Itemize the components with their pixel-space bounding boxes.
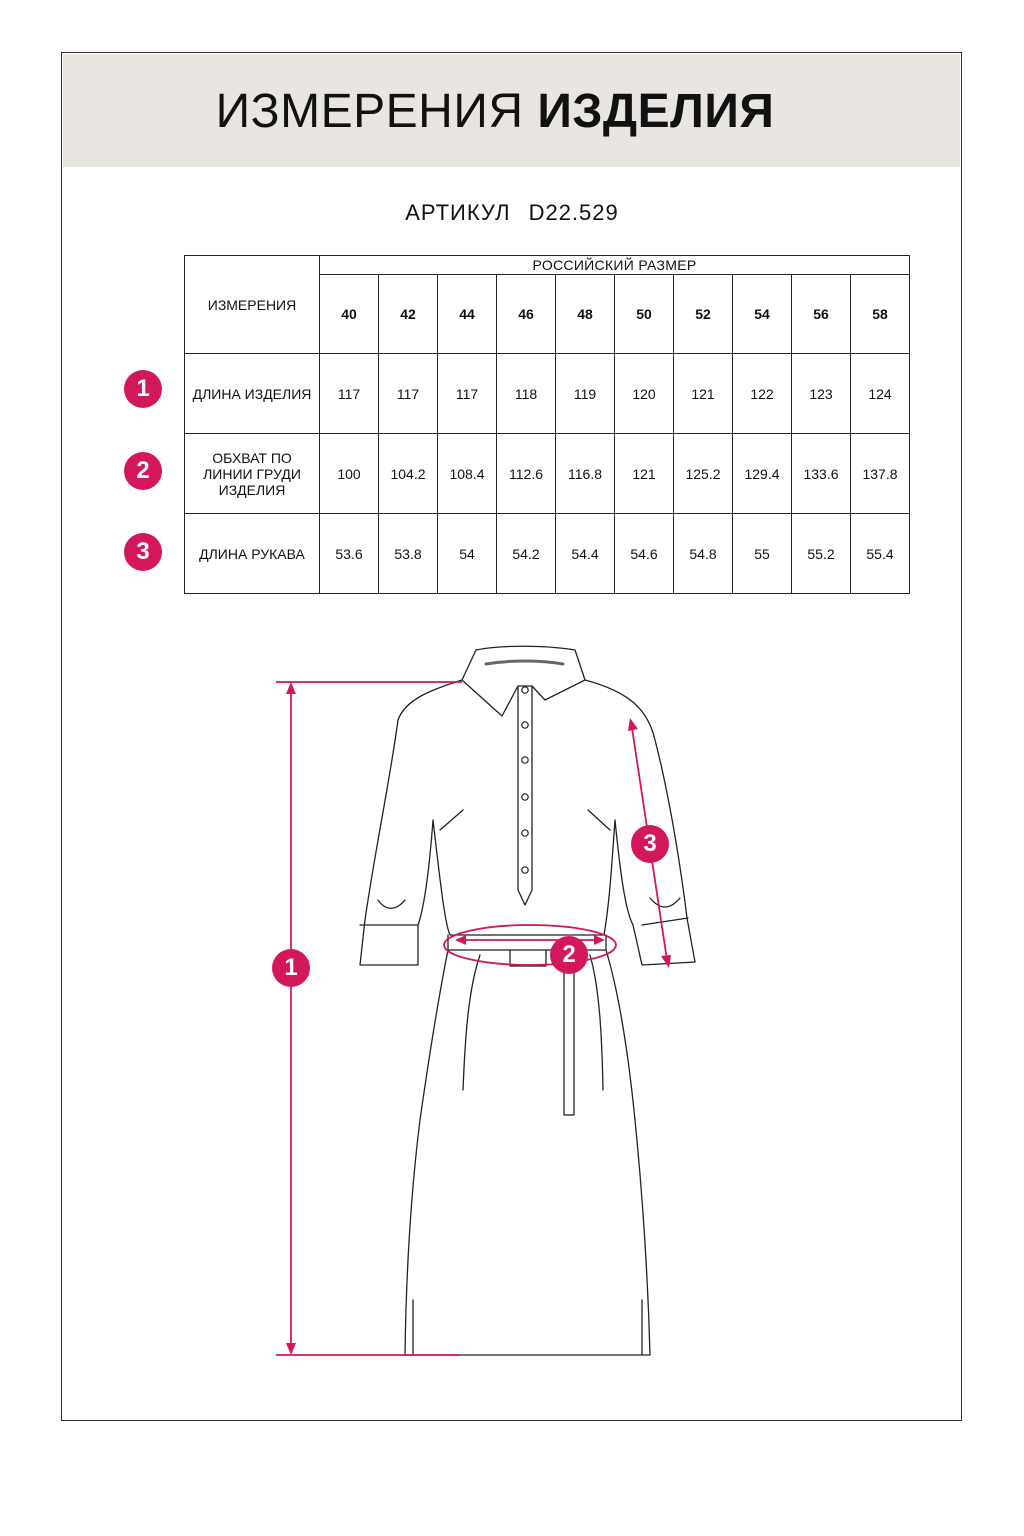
row-label: ДЛИНА РУКАВА [185, 514, 320, 594]
value-cell: 119 [556, 354, 615, 434]
cuff-lines [360, 918, 688, 925]
value-cell: 112.6 [497, 434, 556, 514]
value-cell: 104.2 [379, 434, 438, 514]
size-cell: 48 [556, 275, 615, 354]
value-cell: 120 [615, 354, 674, 434]
collar-stand [486, 661, 563, 664]
value-cell: 129.4 [733, 434, 792, 514]
value-cell: 117 [379, 354, 438, 434]
value-cell: 122 [733, 354, 792, 434]
measure-line-length [276, 682, 462, 1355]
arrow-head-left [455, 935, 466, 945]
row-marker-2: 2 [124, 452, 162, 490]
title-light: ИЗМЕРЕНИЯ [215, 85, 524, 138]
value-cell: 124 [851, 354, 910, 434]
value-cell: 133.6 [792, 434, 851, 514]
size-cell: 40 [320, 275, 379, 354]
diagram-marker-2: 2 [550, 936, 588, 974]
row-label-line: ЛИНИИ ГРУДИ [203, 465, 301, 482]
bust-darts [440, 810, 610, 830]
skirt-pockets [463, 955, 603, 1090]
value-cell: 53.8 [379, 514, 438, 594]
value-cell: 55.2 [792, 514, 851, 594]
button [522, 757, 528, 763]
size-cell: 54 [733, 275, 792, 354]
value-cell: 116.8 [556, 434, 615, 514]
value-cell: 54.2 [497, 514, 556, 594]
belt-tie [564, 950, 574, 1115]
value-cell: 117 [438, 354, 497, 434]
measure-header: ИЗМЕРЕНИЯ [185, 256, 320, 354]
article-code: D22.529 [528, 200, 619, 225]
size-cell: 50 [615, 275, 674, 354]
button [522, 830, 528, 836]
value-cell: 121 [615, 434, 674, 514]
chest-ellipse [444, 925, 616, 965]
value-cell: 54.8 [674, 514, 733, 594]
size-cell: 58 [851, 275, 910, 354]
title-bold: ИЗДЕЛИЯ [537, 85, 775, 138]
value-cell: 53.6 [320, 514, 379, 594]
value-cell: 54 [438, 514, 497, 594]
belt-loop [510, 950, 546, 966]
value-cell: 55.4 [851, 514, 910, 594]
value-cell: 118 [497, 354, 556, 434]
size-cell: 44 [438, 275, 497, 354]
side-slits [413, 1300, 642, 1355]
dress-outline [360, 646, 695, 1355]
button [522, 867, 528, 873]
row-marker-3: 3 [124, 533, 162, 571]
arrow-head-down [286, 1343, 296, 1355]
measure-line-chest [444, 925, 616, 965]
diagram-marker-3: 3 [631, 825, 669, 863]
arrow-head-top [628, 718, 638, 731]
size-cell: 42 [379, 275, 438, 354]
row-marker-1: 1 [124, 370, 162, 408]
arrow-head-bottom [661, 955, 671, 968]
buttons [522, 687, 528, 873]
row-label: ДЛИНА ИЗДЕЛИЯ [185, 354, 320, 434]
value-cell: 117 [320, 354, 379, 434]
row-label-line: ИЗДЕЛИЯ [218, 481, 286, 498]
value-cell: 125.2 [674, 434, 733, 514]
value-cell: 137.8 [851, 434, 910, 514]
size-cell: 52 [674, 275, 733, 354]
button [522, 722, 528, 728]
arrow-head-right [594, 935, 605, 945]
button [522, 687, 528, 693]
article-label: АРТИКУЛ [405, 200, 511, 225]
diagram-marker-1: 1 [272, 949, 310, 987]
arrow-head-up [286, 682, 296, 694]
value-cell: 123 [792, 354, 851, 434]
value-cell: 121 [674, 354, 733, 434]
value-cell: 100 [320, 434, 379, 514]
skirt [405, 950, 650, 1355]
row-label-line: ОБХВАТ ПО [212, 449, 292, 466]
value-cell: 55 [733, 514, 792, 594]
value-cell: 54.6 [615, 514, 674, 594]
size-group-header: РОССИЙСКИЙ РАЗМЕР [320, 256, 910, 275]
button [522, 794, 528, 800]
collar [462, 646, 585, 716]
size-cell: 46 [497, 275, 556, 354]
value-cell: 54.4 [556, 514, 615, 594]
size-cell: 56 [792, 275, 851, 354]
value-cell: 108.4 [438, 434, 497, 514]
